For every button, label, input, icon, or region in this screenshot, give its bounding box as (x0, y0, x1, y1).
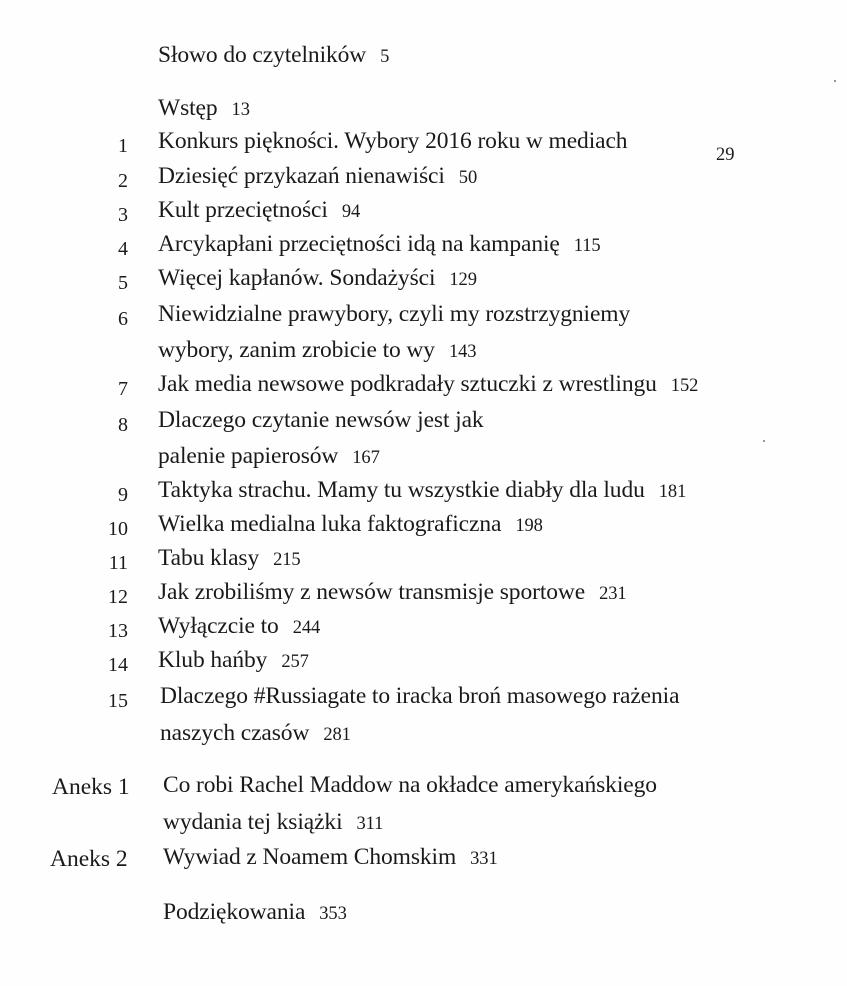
chapter-number: 3 (118, 204, 128, 226)
chapter-number: 13 (108, 620, 128, 642)
toc-page-number: 129 (449, 270, 477, 290)
toc-entry-chapter-9 (158, 479, 686, 503)
toc-entry-chapter-8-line-1 (158, 409, 484, 433)
toc-entry-introduction (158, 97, 250, 121)
toc-entry-chapter-2 (158, 165, 477, 189)
toc-entry-title: Jak media newsowe podkradały sztuczki z wrestlingu (158, 371, 657, 397)
toc-entry-title: Arcykapłani przeciętności idą na kampanię (158, 231, 560, 257)
toc-entry-title: Podziękowania (163, 899, 306, 925)
toc-page-number: 281 (323, 725, 351, 745)
toc-entry-title: Dlaczego czytanie newsów jest jak (158, 407, 484, 433)
toc-page-number: 353 (319, 904, 347, 924)
toc-entry-annex-1-line-2 (163, 811, 383, 835)
toc-entry-chapter-13 (158, 615, 320, 639)
chapter-number: 1 (118, 135, 128, 157)
toc-entry-acknowledgements (163, 901, 347, 925)
toc-entry-foreword (158, 44, 389, 68)
toc-entry-title: Dlaczego #Russiagate to iracka broń masowego rażenia (160, 683, 680, 709)
toc-entry-chapter-12 (158, 581, 627, 605)
toc-page-number: 50 (458, 168, 478, 188)
chapter-number: 10 (108, 518, 128, 540)
annex-label: Aneks 2 (50, 846, 128, 872)
toc-entry-title: wydania tej książki (163, 809, 343, 835)
toc-page-number: 244 (292, 618, 321, 638)
toc-page-number: 115 (573, 236, 601, 256)
toc-entry-chapter-7 (158, 373, 698, 397)
toc-entry-title: Konkurs piękności. Wybory 2016 roku w mediach (158, 128, 628, 154)
toc-page-number: 143 (448, 342, 477, 362)
toc-entry-title: Wielka medialna luka faktograficzna (158, 511, 502, 537)
chapter-number: 6 (118, 308, 128, 330)
toc-page-number: 231 (599, 584, 627, 604)
toc-entry-chapter-4 (158, 233, 601, 257)
chapter-number: 14 (108, 654, 128, 676)
chapter-number: 8 (118, 414, 128, 436)
toc-entry-chapter-6-line-2 (158, 339, 476, 363)
chapter-number: 15 (108, 690, 128, 712)
toc-page-number: 5 (380, 47, 390, 67)
toc-entry-title: wybory, zanim zrobicie to wy (158, 337, 435, 363)
chapter-number: 9 (118, 484, 128, 506)
toc-entry-title: palenie papierosów (158, 443, 339, 469)
toc-entry-title: Dziesięć przykazań nienawiści (158, 163, 445, 189)
toc-page-number: 94 (341, 202, 361, 222)
chapter-number: 12 (108, 586, 128, 608)
toc-page-number: 311 (356, 814, 384, 834)
toc-entry-title: Niewidzialne prawybory, czyli my rozstrzygniemy (158, 301, 631, 327)
toc-entry-chapter-11 (158, 547, 301, 571)
toc-entry-chapter-15-line-2 (160, 722, 351, 746)
toc-entry-title: Słowo do czytelników (158, 42, 367, 68)
toc-entry-title: Kult przeciętności (158, 197, 328, 223)
toc-entry-chapter-14 (158, 649, 309, 673)
chapter-number: 11 (108, 552, 128, 574)
toc-page-number: 181 (658, 482, 687, 502)
toc-entry-chapter-3 (158, 199, 360, 223)
scan-speck (834, 80, 836, 82)
toc-entry-chapter-8-line-2 (158, 445, 380, 469)
toc-entry-chapter-6-line-1 (158, 303, 630, 327)
toc-entry-title: Więcej kapłanów. Sondażyści (158, 265, 436, 291)
toc-entry-title: Wyłączcie to (158, 613, 279, 639)
toc-entry-title: Klub hańby (158, 647, 268, 673)
toc-entry-title: Taktyka strachu. Mamy tu wszystkie diabły dla ludu (158, 477, 645, 503)
toc-entry-chapter-5 (158, 267, 477, 291)
toc-entry-title: Jak zrobiliśmy z newsów transmisje sportowe (158, 579, 586, 605)
chapter-number: 4 (118, 238, 128, 260)
toc-page-number: 13 (231, 100, 250, 120)
scan-speck (763, 440, 765, 442)
annex-label: Aneks 1 (52, 774, 130, 800)
toc-entry-title: Wywiad z Noamem Chomskim (163, 844, 457, 870)
toc-entry-title: Tabu klasy (158, 545, 260, 571)
toc-entry-chapter-1 (158, 130, 627, 154)
chapter-number: 7 (118, 378, 128, 400)
toc-page-number: 152 (670, 376, 699, 396)
chapter-number: 5 (118, 272, 128, 294)
toc-entry-chapter-15-line-1 (160, 685, 679, 709)
toc-page-number: 257 (281, 652, 309, 672)
toc-page-number: 331 (470, 849, 498, 869)
toc-entry-title: Co robi Rachel Maddow na okładce amerykańskiego (163, 772, 657, 798)
chapter-number: 2 (118, 170, 128, 192)
toc-entry-title: Wstęp (158, 95, 218, 121)
toc-entry-annex-1-line-1 (163, 774, 657, 798)
toc-entry-annex-2 (163, 846, 498, 870)
toc-page-number: 198 (515, 516, 543, 536)
toc-entry-title: naszych czasów (160, 720, 310, 746)
toc-entry-chapter-10 (158, 513, 543, 537)
toc-page-number: 29 (716, 145, 735, 165)
toc-page-number: 215 (273, 550, 301, 570)
toc-page-number: 167 (352, 448, 380, 468)
